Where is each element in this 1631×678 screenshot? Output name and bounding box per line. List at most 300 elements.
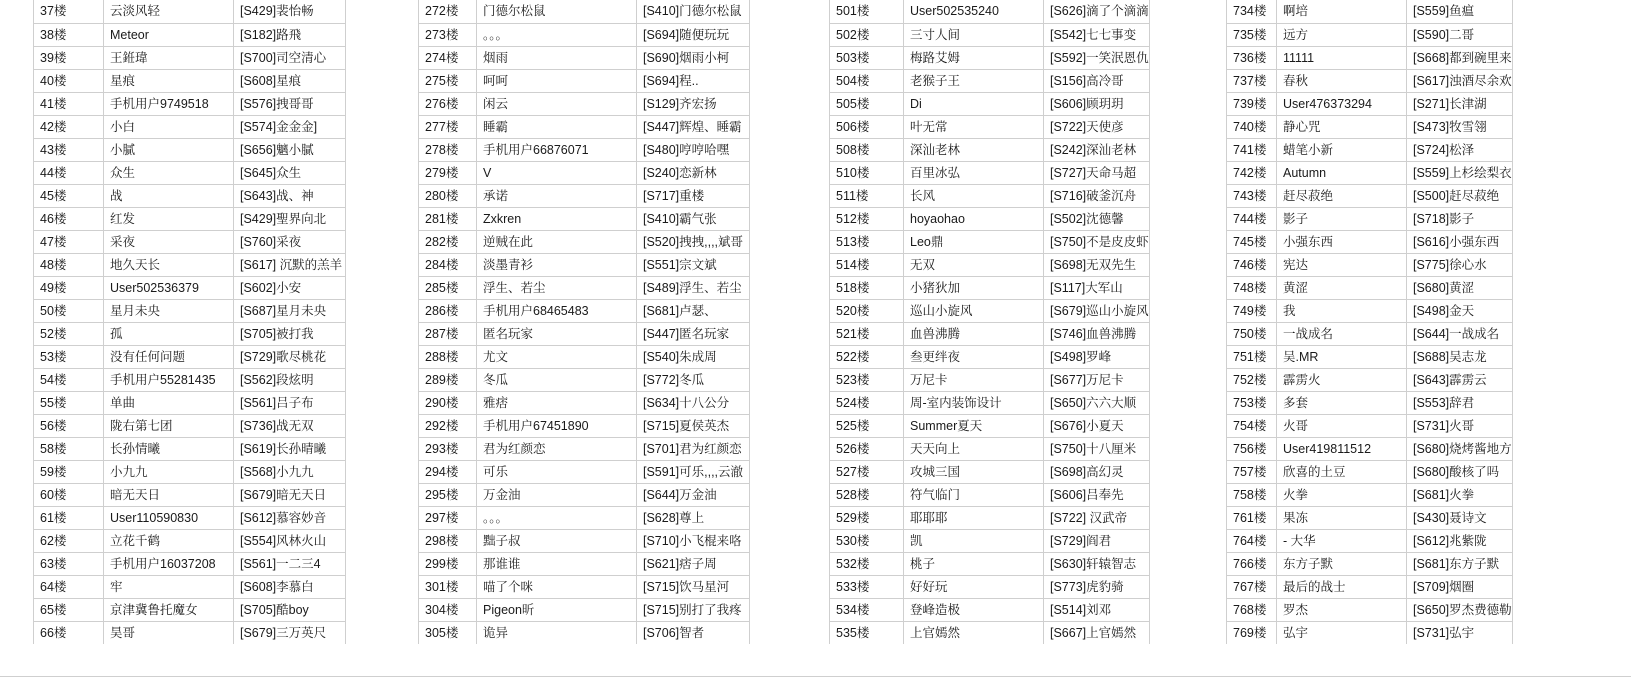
floor-cell[interactable]: 510楼 (830, 161, 904, 184)
username-cell[interactable]: 京津冀鲁托魔女 (104, 598, 234, 621)
floor-cell[interactable]: 521楼 (830, 322, 904, 345)
floor-cell[interactable]: 39楼 (34, 46, 104, 69)
floor-cell[interactable]: 272楼 (419, 0, 477, 23)
username-cell[interactable]: 地久天长 (104, 253, 234, 276)
username-cell[interactable]: 春秋 (1277, 69, 1407, 92)
server-role-cell[interactable]: [S760]采夜 (234, 230, 346, 253)
server-role-cell[interactable]: [S650]六六大顺 (1044, 391, 1150, 414)
username-cell[interactable]: 黜子叔 (477, 529, 637, 552)
username-cell[interactable]: Autumn (1277, 161, 1407, 184)
server-role-cell[interactable]: [S700]司空清心 (234, 46, 346, 69)
username-cell[interactable]: 暗无天日 (104, 483, 234, 506)
server-role-cell[interactable]: [S679]三万英尺 (234, 621, 346, 644)
server-role-cell[interactable]: [S608]星痕 (234, 69, 346, 92)
floor-cell[interactable]: 524楼 (830, 391, 904, 414)
server-role-cell[interactable]: [S430]聂诗文 (1407, 506, 1513, 529)
floor-cell[interactable]: 525楼 (830, 414, 904, 437)
floor-cell[interactable]: 56楼 (34, 414, 104, 437)
floor-cell[interactable]: 506楼 (830, 115, 904, 138)
server-role-cell[interactable]: [S656]魑小膩 (234, 138, 346, 161)
username-cell[interactable]: 烟雨 (477, 46, 637, 69)
floor-cell[interactable]: 737楼 (1227, 69, 1277, 92)
username-cell[interactable]: 我 (1277, 299, 1407, 322)
floor-cell[interactable]: 47楼 (34, 230, 104, 253)
floor-cell[interactable]: 757楼 (1227, 460, 1277, 483)
server-role-cell[interactable]: [S773]虎豹骑 (1044, 575, 1150, 598)
server-role-cell[interactable]: [S650]罗杰费德勒 (1407, 598, 1513, 621)
server-role-cell[interactable]: [S271]长津湖 (1407, 92, 1513, 115)
username-cell[interactable]: 叁更绊夜 (904, 345, 1044, 368)
username-cell[interactable]: 东方子默 (1277, 552, 1407, 575)
floor-cell[interactable]: 739楼 (1227, 92, 1277, 115)
username-cell[interactable]: Leo鼎 (904, 230, 1044, 253)
username-cell[interactable]: 。。。 (477, 23, 637, 46)
username-cell[interactable]: 星痕 (104, 69, 234, 92)
username-cell[interactable]: 宪达 (1277, 253, 1407, 276)
floor-cell[interactable]: 46楼 (34, 207, 104, 230)
username-cell[interactable]: 桃子 (904, 552, 1044, 575)
server-role-cell[interactable]: [S617] 沉默的羔羊 (234, 253, 346, 276)
server-role-cell[interactable]: [S553]辞君 (1407, 391, 1513, 414)
username-cell[interactable]: 好好玩 (904, 575, 1044, 598)
server-role-cell[interactable]: [S698]高幻灵 (1044, 460, 1150, 483)
floor-cell[interactable]: 49楼 (34, 276, 104, 299)
floor-cell[interactable]: 41楼 (34, 92, 104, 115)
username-cell[interactable]: 孤 (104, 322, 234, 345)
username-cell[interactable]: 巡山小旋风 (904, 299, 1044, 322)
floor-cell[interactable]: 514楼 (830, 253, 904, 276)
server-role-cell[interactable]: [S619]长孙晴曦 (234, 437, 346, 460)
floor-cell[interactable]: 305楼 (419, 621, 477, 644)
server-role-cell[interactable]: [S715]夏侯英杰 (637, 414, 750, 437)
server-role-cell[interactable]: [S626]滴了个滴滴 (1044, 0, 1150, 23)
server-role-cell[interactable]: [S690]烟雨小柯 (637, 46, 750, 69)
floor-cell[interactable]: 522楼 (830, 345, 904, 368)
username-cell[interactable]: 远方 (1277, 23, 1407, 46)
floor-cell[interactable]: 38楼 (34, 23, 104, 46)
username-cell[interactable]: 罗杰 (1277, 598, 1407, 621)
floor-cell[interactable]: 751楼 (1227, 345, 1277, 368)
username-cell[interactable]: V (477, 161, 637, 184)
server-role-cell[interactable]: [S668]都到碗里来 (1407, 46, 1513, 69)
floor-cell[interactable]: 532楼 (830, 552, 904, 575)
server-role-cell[interactable]: [S634]十八公分 (637, 391, 750, 414)
floor-cell[interactable]: 735楼 (1227, 23, 1277, 46)
username-cell[interactable]: 尤文 (477, 345, 637, 368)
floor-cell[interactable]: 48楼 (34, 253, 104, 276)
server-role-cell[interactable]: [S617]浊酒尽余欢 (1407, 69, 1513, 92)
floor-cell[interactable]: 512楼 (830, 207, 904, 230)
floor-cell[interactable]: 749楼 (1227, 299, 1277, 322)
floor-cell[interactable]: 44楼 (34, 161, 104, 184)
server-role-cell[interactable]: [S694]程.. (637, 69, 750, 92)
server-role-cell[interactable]: [S498]罗峰 (1044, 345, 1150, 368)
server-role-cell[interactable]: [S680]黄涩 (1407, 276, 1513, 299)
server-role-cell[interactable]: [S500]赶尽菽绝 (1407, 184, 1513, 207)
username-cell[interactable]: 匿名玩家 (477, 322, 637, 345)
server-role-cell[interactable]: [S694]随便玩玩 (637, 23, 750, 46)
username-cell[interactable]: 手机用户67451890 (477, 414, 637, 437)
username-cell[interactable]: 符气临门 (904, 483, 1044, 506)
username-cell[interactable]: User110590830 (104, 506, 234, 529)
floor-cell[interactable]: 734楼 (1227, 0, 1277, 23)
server-role-cell[interactable]: [S551]宗文斌 (637, 253, 750, 276)
floor-cell[interactable]: 285楼 (419, 276, 477, 299)
floor-cell[interactable]: 523楼 (830, 368, 904, 391)
server-role-cell[interactable]: [S750]十八厘米 (1044, 437, 1150, 460)
floor-cell[interactable]: 750楼 (1227, 322, 1277, 345)
floor-cell[interactable]: 504楼 (830, 69, 904, 92)
username-cell[interactable]: 火拳 (1277, 483, 1407, 506)
server-role-cell[interactable]: [S705]酷boy (234, 598, 346, 621)
username-cell[interactable]: 老猴子王 (904, 69, 1044, 92)
floor-cell[interactable]: 278楼 (419, 138, 477, 161)
floor-cell[interactable]: 286楼 (419, 299, 477, 322)
server-role-cell[interactable]: [S628]尊上 (637, 506, 750, 529)
username-cell[interactable]: 淡墨青衫 (477, 253, 637, 276)
floor-cell[interactable]: 58楼 (34, 437, 104, 460)
username-cell[interactable]: 浮生、若尘 (477, 276, 637, 299)
server-role-cell[interactable]: [S681]卢瑟、 (637, 299, 750, 322)
server-role-cell[interactable]: [S681]东方子默 (1407, 552, 1513, 575)
floor-cell[interactable]: 66楼 (34, 621, 104, 644)
username-cell[interactable]: 。。。 (477, 506, 637, 529)
server-role-cell[interactable]: [S746]血兽沸腾 (1044, 322, 1150, 345)
server-role-cell[interactable]: [S612]慕容妙音 (234, 506, 346, 529)
username-cell[interactable]: 多套 (1277, 391, 1407, 414)
server-role-cell[interactable]: [S645]众生 (234, 161, 346, 184)
server-role-cell[interactable]: [S568]小九九 (234, 460, 346, 483)
server-role-cell[interactable]: [S722] 汉武帝 (1044, 506, 1150, 529)
floor-cell[interactable]: 293楼 (419, 437, 477, 460)
floor-cell[interactable]: 284楼 (419, 253, 477, 276)
server-role-cell[interactable]: [S489]浮生、若尘 (637, 276, 750, 299)
username-cell[interactable]: 无双 (904, 253, 1044, 276)
username-cell[interactable]: Pigeon昕 (477, 598, 637, 621)
username-cell[interactable]: 小膩 (104, 138, 234, 161)
floor-cell[interactable]: 769楼 (1227, 621, 1277, 644)
floor-cell[interactable]: 505楼 (830, 92, 904, 115)
username-cell[interactable]: Zxkren (477, 207, 637, 230)
floor-cell[interactable]: 290楼 (419, 391, 477, 414)
username-cell[interactable]: 星月未央 (104, 299, 234, 322)
server-role-cell[interactable]: [S591]可乐,,,,云澈 (637, 460, 750, 483)
floor-cell[interactable]: 299楼 (419, 552, 477, 575)
username-cell[interactable]: 手机用户66876071 (477, 138, 637, 161)
floor-cell[interactable]: 295楼 (419, 483, 477, 506)
username-cell[interactable]: 赶尽菽绝 (1277, 184, 1407, 207)
server-role-cell[interactable]: [S606]顾玥玥 (1044, 92, 1150, 115)
server-role-cell[interactable]: [S718]影子 (1407, 207, 1513, 230)
username-cell[interactable]: 啊培 (1277, 0, 1407, 23)
server-role-cell[interactable]: [S612]兆紫陇 (1407, 529, 1513, 552)
server-role-cell[interactable]: [S574]金金金] (234, 115, 346, 138)
server-role-cell[interactable]: [S667]上官嫣然 (1044, 621, 1150, 644)
server-role-cell[interactable]: [S676]小夏天 (1044, 414, 1150, 437)
floor-cell[interactable]: 501楼 (830, 0, 904, 23)
floor-cell[interactable]: 758楼 (1227, 483, 1277, 506)
floor-cell[interactable]: 40楼 (34, 69, 104, 92)
server-role-cell[interactable]: [S729]阎君 (1044, 529, 1150, 552)
server-role-cell[interactable]: [S480]哼哼哈嘿 (637, 138, 750, 161)
username-cell[interactable]: 君为红颜恋 (477, 437, 637, 460)
server-role-cell[interactable]: [S706]智者 (637, 621, 750, 644)
floor-cell[interactable]: 273楼 (419, 23, 477, 46)
server-role-cell[interactable]: [S680]烧烤酱地方 (1407, 437, 1513, 460)
username-cell[interactable]: 万尼卡 (904, 368, 1044, 391)
server-role-cell[interactable]: [S542]七七事变 (1044, 23, 1150, 46)
floor-cell[interactable]: 63楼 (34, 552, 104, 575)
username-cell[interactable]: 冬瓜 (477, 368, 637, 391)
username-cell[interactable]: 诡异 (477, 621, 637, 644)
floor-cell[interactable]: 288楼 (419, 345, 477, 368)
server-role-cell[interactable]: [S447]辉煌、睡霸 (637, 115, 750, 138)
username-cell[interactable]: 小九九 (104, 460, 234, 483)
server-role-cell[interactable]: [S688]吴志龙 (1407, 345, 1513, 368)
username-cell[interactable]: 霹雳火 (1277, 368, 1407, 391)
floor-cell[interactable]: 761楼 (1227, 506, 1277, 529)
server-role-cell[interactable]: [S498]金天 (1407, 299, 1513, 322)
floor-cell[interactable]: 301楼 (419, 575, 477, 598)
username-cell[interactable]: 叶无常 (904, 115, 1044, 138)
floor-cell[interactable]: 741楼 (1227, 138, 1277, 161)
username-cell[interactable]: 没有任何问题 (104, 345, 234, 368)
server-role-cell[interactable]: [S540]朱成周 (637, 345, 750, 368)
server-role-cell[interactable]: [S698]无双先生 (1044, 253, 1150, 276)
username-cell[interactable]: 果冻 (1277, 506, 1407, 529)
server-role-cell[interactable]: [S561]吕子布 (234, 391, 346, 414)
server-role-cell[interactable]: [S772]冬瓜 (637, 368, 750, 391)
floor-cell[interactable]: 502楼 (830, 23, 904, 46)
floor-cell[interactable]: 744楼 (1227, 207, 1277, 230)
server-role-cell[interactable]: [S724]松泽 (1407, 138, 1513, 161)
username-cell[interactable]: 承诺 (477, 184, 637, 207)
server-role-cell[interactable]: [S621]痞子周 (637, 552, 750, 575)
floor-cell[interactable]: 740楼 (1227, 115, 1277, 138)
server-role-cell[interactable]: [S602]小安 (234, 276, 346, 299)
floor-cell[interactable]: 60楼 (34, 483, 104, 506)
username-cell[interactable]: 静心咒 (1277, 115, 1407, 138)
floor-cell[interactable]: 282楼 (419, 230, 477, 253)
server-role-cell[interactable]: [S731]弘宇 (1407, 621, 1513, 644)
username-cell[interactable]: 欣喜的土豆 (1277, 460, 1407, 483)
server-role-cell[interactable]: [S715]别打了我疼 (637, 598, 750, 621)
username-cell[interactable]: 牢 (104, 575, 234, 598)
floor-cell[interactable]: 535楼 (830, 621, 904, 644)
floor-cell[interactable]: 748楼 (1227, 276, 1277, 299)
username-cell[interactable]: User476373294 (1277, 92, 1407, 115)
username-cell[interactable]: 凯 (904, 529, 1044, 552)
server-role-cell[interactable]: [S681]火拳 (1407, 483, 1513, 506)
floor-cell[interactable]: 50楼 (34, 299, 104, 322)
floor-cell[interactable]: 764楼 (1227, 529, 1277, 552)
floor-cell[interactable]: 37楼 (34, 0, 104, 23)
username-cell[interactable]: 弘宇 (1277, 621, 1407, 644)
username-cell[interactable]: 呵呵 (477, 69, 637, 92)
floor-cell[interactable]: 742楼 (1227, 161, 1277, 184)
floor-cell[interactable]: 294楼 (419, 460, 477, 483)
floor-cell[interactable]: 503楼 (830, 46, 904, 69)
username-cell[interactable]: 采夜 (104, 230, 234, 253)
floor-cell[interactable]: 533楼 (830, 575, 904, 598)
username-cell[interactable]: Summer夏天 (904, 414, 1044, 437)
username-cell[interactable]: 昊哥 (104, 621, 234, 644)
server-role-cell[interactable]: [S616]小强东西 (1407, 230, 1513, 253)
server-role-cell[interactable]: [S677]万尼卡 (1044, 368, 1150, 391)
floor-cell[interactable]: 527楼 (830, 460, 904, 483)
username-cell[interactable]: 长孙情曦 (104, 437, 234, 460)
username-cell[interactable]: 11111 (1277, 46, 1407, 69)
floor-cell[interactable]: 289楼 (419, 368, 477, 391)
floor-cell[interactable]: 297楼 (419, 506, 477, 529)
server-role-cell[interactable]: [S129]齐宏扬 (637, 92, 750, 115)
server-role-cell[interactable]: [S410]门德尔松鼠 (637, 0, 750, 23)
floor-cell[interactable]: 534楼 (830, 598, 904, 621)
username-cell[interactable]: Di (904, 92, 1044, 115)
floor-cell[interactable]: 62楼 (34, 529, 104, 552)
server-role-cell[interactable]: [S775]徐心水 (1407, 253, 1513, 276)
username-cell[interactable]: 百里冰弘 (904, 161, 1044, 184)
server-role-cell[interactable]: [S559]鱼瘟 (1407, 0, 1513, 23)
username-cell[interactable]: User502535240 (904, 0, 1044, 23)
server-role-cell[interactable]: [S561]一二三4 (234, 552, 346, 575)
server-role-cell[interactable]: [S592]一笑泯恩仇 (1044, 46, 1150, 69)
server-role-cell[interactable]: [S520]拽拽,,,,斌哥 (637, 230, 750, 253)
username-cell[interactable]: 天天向上 (904, 437, 1044, 460)
username-cell[interactable]: 立花千鹤 (104, 529, 234, 552)
username-cell[interactable]: 小白 (104, 115, 234, 138)
server-role-cell[interactable]: [S559]上杉绘梨衣 (1407, 161, 1513, 184)
username-cell[interactable]: User502536379 (104, 276, 234, 299)
floor-cell[interactable]: 52楼 (34, 322, 104, 345)
floor-cell[interactable]: 55楼 (34, 391, 104, 414)
floor-cell[interactable]: 736楼 (1227, 46, 1277, 69)
floor-cell[interactable]: 61楼 (34, 506, 104, 529)
floor-cell[interactable]: 42楼 (34, 115, 104, 138)
server-role-cell[interactable]: [S606]吕奉先 (1044, 483, 1150, 506)
server-role-cell[interactable]: [S705]被打我 (234, 322, 346, 345)
server-role-cell[interactable]: [S679]暗无天日 (234, 483, 346, 506)
floor-cell[interactable]: 529楼 (830, 506, 904, 529)
username-cell[interactable]: 耶耶耶 (904, 506, 1044, 529)
username-cell[interactable]: 三寸人间 (904, 23, 1044, 46)
username-cell[interactable]: 可乐 (477, 460, 637, 483)
server-role-cell[interactable]: [S608]李慕白 (234, 575, 346, 598)
server-role-cell[interactable]: [S679]巡山小旋风 (1044, 299, 1150, 322)
floor-cell[interactable]: 518楼 (830, 276, 904, 299)
floor-cell[interactable]: 766楼 (1227, 552, 1277, 575)
floor-cell[interactable]: 287楼 (419, 322, 477, 345)
username-cell[interactable]: 长风 (904, 184, 1044, 207)
floor-cell[interactable]: 43楼 (34, 138, 104, 161)
username-cell[interactable]: 血兽沸腾 (904, 322, 1044, 345)
server-role-cell[interactable]: [S502]沈德馨 (1044, 207, 1150, 230)
username-cell[interactable]: 战 (104, 184, 234, 207)
username-cell[interactable]: 蜡笔小新 (1277, 138, 1407, 161)
username-cell[interactable]: 小猪狄加 (904, 276, 1044, 299)
floor-cell[interactable]: 508楼 (830, 138, 904, 161)
server-role-cell[interactable]: [S514]刘邓 (1044, 598, 1150, 621)
username-cell[interactable]: 手机用户16037208 (104, 552, 234, 575)
server-role-cell[interactable]: [S630]轩辕智志 (1044, 552, 1150, 575)
server-role-cell[interactable]: [S680]酸核了吗 (1407, 460, 1513, 483)
username-cell[interactable]: 红发 (104, 207, 234, 230)
floor-cell[interactable]: 45楼 (34, 184, 104, 207)
username-cell[interactable]: 闲云 (477, 92, 637, 115)
server-role-cell[interactable]: [S576]拽哥哥 (234, 92, 346, 115)
floor-cell[interactable]: 281楼 (419, 207, 477, 230)
floor-cell[interactable]: 768楼 (1227, 598, 1277, 621)
server-role-cell[interactable]: [S729]歌尽桃花 (234, 345, 346, 368)
floor-cell[interactable]: 292楼 (419, 414, 477, 437)
floor-cell[interactable]: 520楼 (830, 299, 904, 322)
server-role-cell[interactable]: [S736]战无双 (234, 414, 346, 437)
floor-cell[interactable]: 745楼 (1227, 230, 1277, 253)
server-role-cell[interactable]: [S473]牧雪翎 (1407, 115, 1513, 138)
username-cell[interactable]: 万金油 (477, 483, 637, 506)
server-role-cell[interactable]: [S242]深汕老林 (1044, 138, 1150, 161)
server-role-cell[interactable]: [S156]高冷哥 (1044, 69, 1150, 92)
username-cell[interactable]: 梅路艾姆 (904, 46, 1044, 69)
floor-cell[interactable]: 767楼 (1227, 575, 1277, 598)
username-cell[interactable]: 最后的战士 (1277, 575, 1407, 598)
server-role-cell[interactable]: [S410]霸气张 (637, 207, 750, 230)
server-role-cell[interactable]: [S429]聖界向北 (234, 207, 346, 230)
username-cell[interactable]: 陇右第七团 (104, 414, 234, 437)
floor-cell[interactable]: 274楼 (419, 46, 477, 69)
username-cell[interactable]: 单曲 (104, 391, 234, 414)
username-cell[interactable]: 深汕老林 (904, 138, 1044, 161)
floor-cell[interactable]: 746楼 (1227, 253, 1277, 276)
username-cell[interactable]: 逆贼在此 (477, 230, 637, 253)
server-role-cell[interactable]: [S429]裴怡畅 (234, 0, 346, 23)
floor-cell[interactable]: 298楼 (419, 529, 477, 552)
server-role-cell[interactable]: [S240]恋新林 (637, 161, 750, 184)
floor-cell[interactable]: 59楼 (34, 460, 104, 483)
server-role-cell[interactable]: [S722]天使彦 (1044, 115, 1150, 138)
server-role-cell[interactable]: [S701]君为红颜恋 (637, 437, 750, 460)
server-role-cell[interactable]: [S644]一战成名 (1407, 322, 1513, 345)
floor-cell[interactable]: 64楼 (34, 575, 104, 598)
floor-cell[interactable]: 276楼 (419, 92, 477, 115)
floor-cell[interactable]: 275楼 (419, 69, 477, 92)
username-cell[interactable]: 睡霸 (477, 115, 637, 138)
floor-cell[interactable]: 54楼 (34, 368, 104, 391)
floor-cell[interactable]: 530楼 (830, 529, 904, 552)
username-cell[interactable]: Meteor (104, 23, 234, 46)
floor-cell[interactable]: 752楼 (1227, 368, 1277, 391)
server-role-cell[interactable]: [S643]战、神 (234, 184, 346, 207)
username-cell[interactable]: 火哥 (1277, 414, 1407, 437)
floor-cell[interactable]: 513楼 (830, 230, 904, 253)
username-cell[interactable]: 手机用户68465483 (477, 299, 637, 322)
username-cell[interactable]: User419811512 (1277, 437, 1407, 460)
username-cell[interactable]: 周-室内装饰设计 (904, 391, 1044, 414)
username-cell[interactable]: 手机用户9749518 (104, 92, 234, 115)
server-role-cell[interactable]: [S562]段炫明 (234, 368, 346, 391)
floor-cell[interactable]: 743楼 (1227, 184, 1277, 207)
server-role-cell[interactable]: [S643]霹雳云 (1407, 368, 1513, 391)
server-role-cell[interactable]: [S731]火哥 (1407, 414, 1513, 437)
floor-cell[interactable]: 754楼 (1227, 414, 1277, 437)
floor-cell[interactable]: 511楼 (830, 184, 904, 207)
username-cell[interactable]: 那谁谁 (477, 552, 637, 575)
server-role-cell[interactable]: [S716]破釜沉舟 (1044, 184, 1150, 207)
username-cell[interactable]: 黄涩 (1277, 276, 1407, 299)
server-role-cell[interactable]: [S715]饮马星河 (637, 575, 750, 598)
server-role-cell[interactable]: [S727]天命马超 (1044, 161, 1150, 184)
floor-cell[interactable]: 526楼 (830, 437, 904, 460)
